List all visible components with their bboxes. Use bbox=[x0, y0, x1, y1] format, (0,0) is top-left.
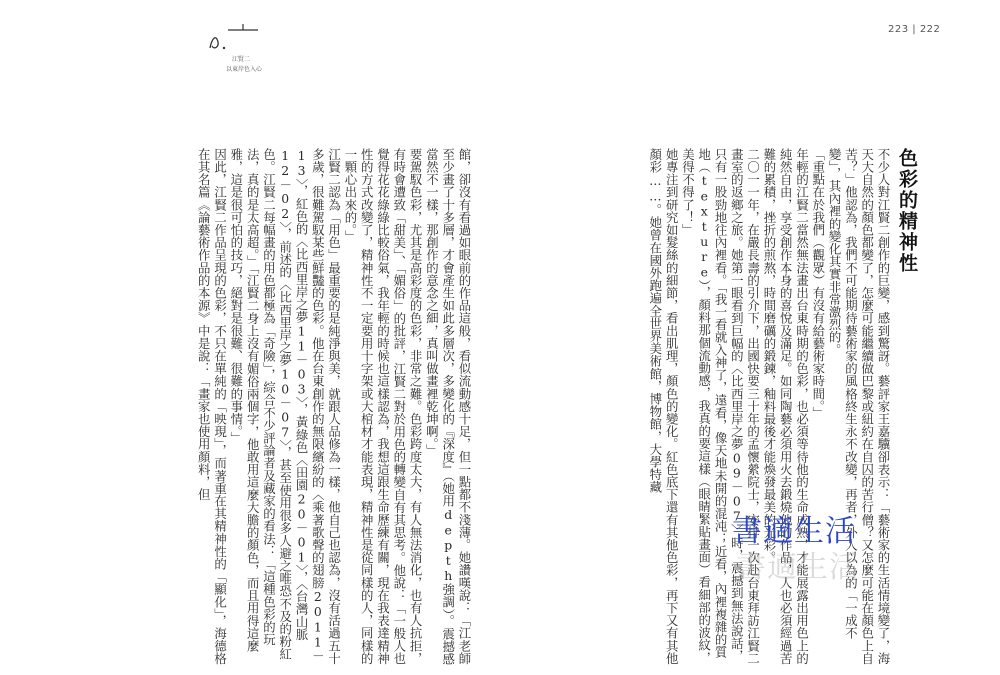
paragraph: 二〇一一年，在嚴長壽的引介下，出國快要三十年的孟懷縈院士，安排一次赴台東拜訪江賢二畫室的返鄉之旅。她第一眼看到巨幅的〈比西里岸之夢09－07〉時，震撼到無法說話，只有一股勁地往內裡看。「我一看就入神了，遠看，像天地未開的混沌；近看，內裡複雜的質地（texture），顏料那個流動感，我真的要這樣（眼睛緊貼畫面）看細部的波紋，美得不得了！」 bbox=[680, 148, 761, 665]
paragraph: 要駕馭色彩，尤其是高彩度的色彩，非常之難。色彩跨度太大，有人無法消化，也有人抗拒，有時會遭致「甜美」、「媚俗」的批評，江賢二對於用色的轉變自有其思考。他說：「一般人也覺得花花綠綠比較俗氣，我年輕的時候也這樣認為，我想這跟生命歷練有關，現在我表達精神性的方式改變了，精神性不一定要用十字架或大棺材才能表現，精神性是從同樣的人，同樣的一顆心出來的。」 bbox=[342, 148, 424, 665]
left-page-body bbox=[66, 148, 472, 668]
section-title: 色彩的精神性 bbox=[896, 148, 918, 274]
page-numbers: 223 | 222 bbox=[888, 24, 941, 35]
paragraph: 不少人對江賢二創作的巨變，感到驚訝。藝評家王嘉驥卻表示：「藝術家的生活情境變了，海天大自然的顏色都變了，怎麼可能繼續做巴黎或紐約在自囚的苦行僧？又怎麼可能在顏色上自苦？」他認為，我們不可能期待藝術家的風格終生永不改變，再者，外人以為的「一成不變」，其內裡的變化其實非常激烈的。 bbox=[827, 148, 891, 665]
paragraph: 她專注到研究如髮絲的細節，看出肌理，顏色的變化。紅色底下還有其他色彩，再下又有其他顏彩……。她曾在國外跑遍全世界美術館，博物館，大學特藏 bbox=[647, 148, 680, 665]
paragraph: 館，卻沒有看過如眼前的作品這般，看似流動感十足，但一點都不淺薄。她讚嘆說：「江老師至少畫了十多層，才會產生如此多層次，多變化的『深度』（她用depth強調）。震撼感當然不一樣，那創作的意念之細，真叫做畫裡乾坤啊。」 bbox=[424, 148, 472, 666]
watermark-shadow: 書適生活 bbox=[736, 550, 860, 585]
watermark-text: 書適生活 bbox=[732, 514, 856, 549]
publisher-logo bbox=[208, 20, 288, 80]
right-page-body bbox=[568, 148, 891, 668]
paragraph: 「重點在於我們（觀眾）有沒有給藝術家時間。」 bbox=[810, 148, 826, 419]
paragraph: 因此，江賢二作品呈現的色彩，不只在單純的「映現」，而著重在其精神性的「顯化」，海德格在其名篇《論藝術作品的本源》中是說：「畫家也使用顏料，但 bbox=[196, 148, 228, 665]
paragraph: 年輕的江賢二當然無法畫出台東時期的色彩，也必須等待他的生命成熟，才能展露出用色上的純然自由，享受創作本身的喜悅及滿足。如同陶藝必須用火去鍛燒他的作品，人也必須經過苦難的累積，挫折的煎熬，時間磨礪的鍛鍊，釉料最後才能煥發最美的光彩。 bbox=[761, 148, 810, 665]
logo-line2: 以東岸色入心 bbox=[226, 66, 263, 73]
paragraph: 江賢二認為「用色」最重要的是純淨與美，就跟人品修為一樣，他自己也認為，沒有活過五十多歲，很難駕馭某些鮮豔的色彩。他在台東創作的無限繽紛的〈乘著歌聲的翅膀2011－13〉，紅色的〈比西里岸之夢11－03〉，黃綠色〈田園20－01〉，〈台灣山脈12－02〉，前述的〈比西里岸之夢10－07〉，甚至使用很多人避之唯恐不及的粉紅色。江賢二每幅畫的用色都極為「奇險」，綜合不少評論者及藏家的看法：「這種色彩的玩法，真的是太高超。」「江賢二身上沒有媚俗兩個字，他敢用這麼大膽的顏色，而且用得這麼雅，這是很可怕的技巧，絕對是很難、很難的事情。」 bbox=[228, 148, 342, 665]
logo-line1: 江賢二 bbox=[232, 56, 251, 63]
